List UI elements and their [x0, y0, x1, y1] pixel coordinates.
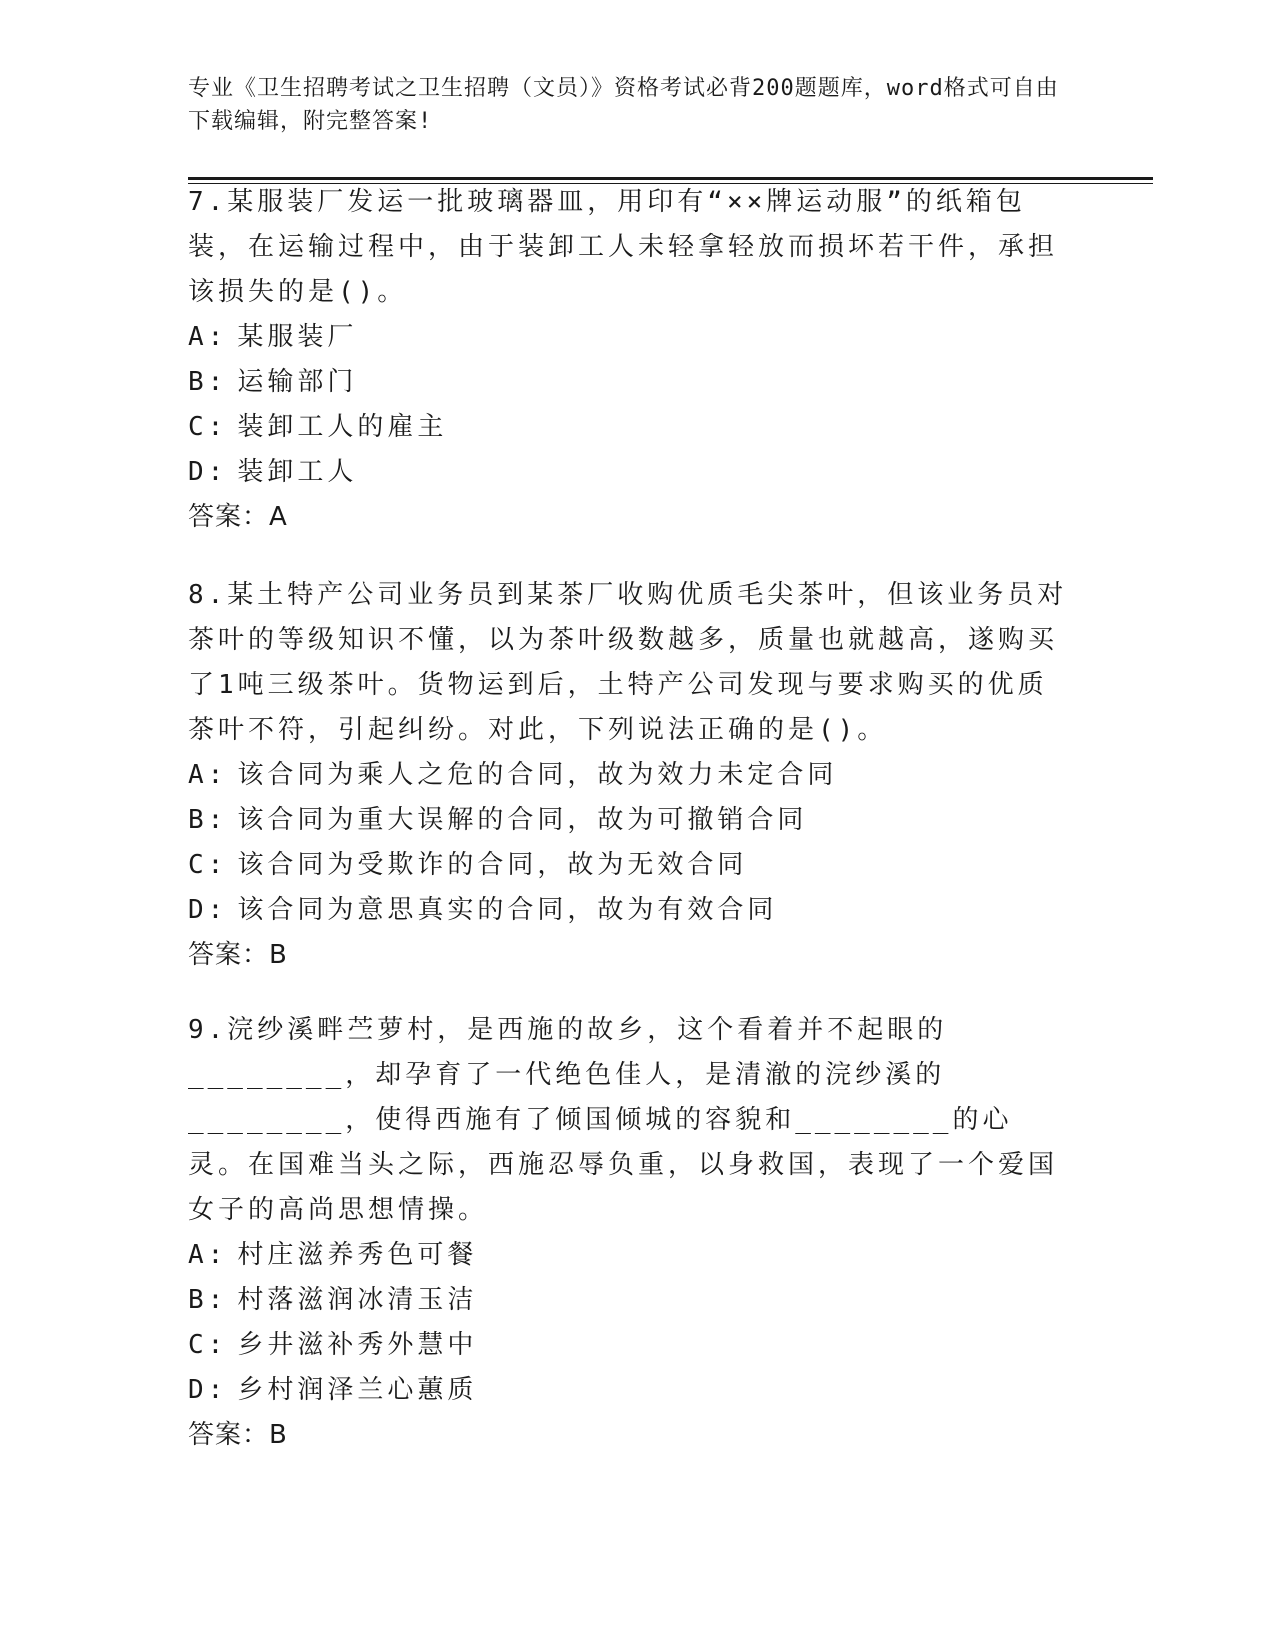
option-d [188, 1368, 1068, 1413]
option-letter: C [188, 412, 208, 442]
option-separator: : [207, 412, 228, 442]
question-stem: 7.某服装厂发运一批玻璃器皿，用印有“××牌运动服”的纸箱包装，在运输过程中，由于装卸工人未轻拿轻放而损坏若干件，承担该损失的是()。 [188, 187, 1059, 307]
option-letter: D [188, 1375, 208, 1405]
option-separator: : [207, 805, 228, 835]
question-7 [188, 180, 1068, 540]
option-separator: : [207, 1375, 228, 1405]
option-text: 某服装厂 [237, 322, 358, 352]
option-text: 该合同为乘人之危的合同，故为效力未定合同 [237, 760, 838, 790]
question-9 [188, 1008, 1068, 1458]
option-letter: C [188, 1330, 208, 1360]
option-b [188, 798, 1068, 843]
answer-line: 答案：B [188, 1420, 288, 1450]
option-letter: C [188, 850, 208, 880]
option-text: 乡井滋补秀外慧中 [237, 1330, 478, 1360]
option-b [188, 1278, 1068, 1323]
option-separator: : [207, 367, 228, 397]
option-letter: D [188, 457, 208, 487]
option-a [188, 753, 1068, 798]
option-text: 该合同为受欺诈的合同，故为无效合同 [237, 850, 748, 880]
option-letter: A [188, 760, 208, 790]
option-text: 运输部门 [237, 367, 358, 397]
option-letter: B [188, 367, 208, 397]
question-8 [188, 573, 1068, 978]
option-d [188, 450, 1068, 495]
option-separator: : [207, 1240, 228, 1270]
option-letter: A [188, 1240, 208, 1270]
option-separator: : [207, 322, 228, 352]
option-c [188, 405, 1068, 450]
option-text: 该合同为意思真实的合同，故为有效合同 [237, 895, 778, 925]
question-stem: 8.某土特产公司业务员到某茶厂收购优质毛尖茶叶，但该业务员对茶叶的等级知识不懂，以为茶叶级数越多，质量也就越高，遂购买了1吨三级茶叶。货物运到后，土特产公司发现与要求购买的优质茶叶不符，引起纠纷。对此，下列说法正确的是()。 [188, 580, 1068, 745]
answer-line: 答案：B [188, 940, 288, 970]
option-separator: : [207, 1285, 228, 1315]
option-a [188, 1233, 1068, 1278]
option-d [188, 888, 1068, 933]
option-text: 该合同为重大误解的合同，故为可撤销合同 [237, 805, 808, 835]
document-header: 专业《卫生招聘考试之卫生招聘（文员）》资格考试必背200题题库，word格式可自由下载编辑，附完整答案! [188, 76, 1059, 134]
option-letter: B [188, 1285, 208, 1315]
option-separator: : [207, 760, 228, 790]
option-text: 乡村润泽兰心蕙质 [237, 1375, 478, 1405]
option-c [188, 843, 1068, 888]
option-separator: : [207, 457, 228, 487]
option-text: 村庄滋养秀色可餐 [237, 1240, 478, 1270]
option-text: 装卸工人 [237, 457, 358, 487]
option-a [188, 315, 1068, 360]
option-separator: : [207, 850, 228, 880]
option-c [188, 1323, 1068, 1368]
option-text: 村落滋润冰清玉洁 [237, 1285, 478, 1315]
option-letter: D [188, 895, 208, 925]
option-b [188, 360, 1068, 405]
option-letter: A [188, 322, 208, 352]
question-stem: 9.浣纱溪畔苎萝村，是西施的故乡，这个看着并不起眼的________，却孕育了一代绝色佳人，是清澈的浣纱溪的________，使得西施有了倾国倾城的容貌和________的心灵。在国难当头之际，西施忍辱负重，以身救国，表现了一个爱国女子的高尚思想情操。 [188, 1015, 1059, 1225]
option-separator: : [207, 1330, 228, 1360]
answer-line: 答案：A [188, 502, 288, 532]
option-separator: : [207, 895, 228, 925]
option-letter: B [188, 805, 208, 835]
option-text: 装卸工人的雇主 [237, 412, 448, 442]
